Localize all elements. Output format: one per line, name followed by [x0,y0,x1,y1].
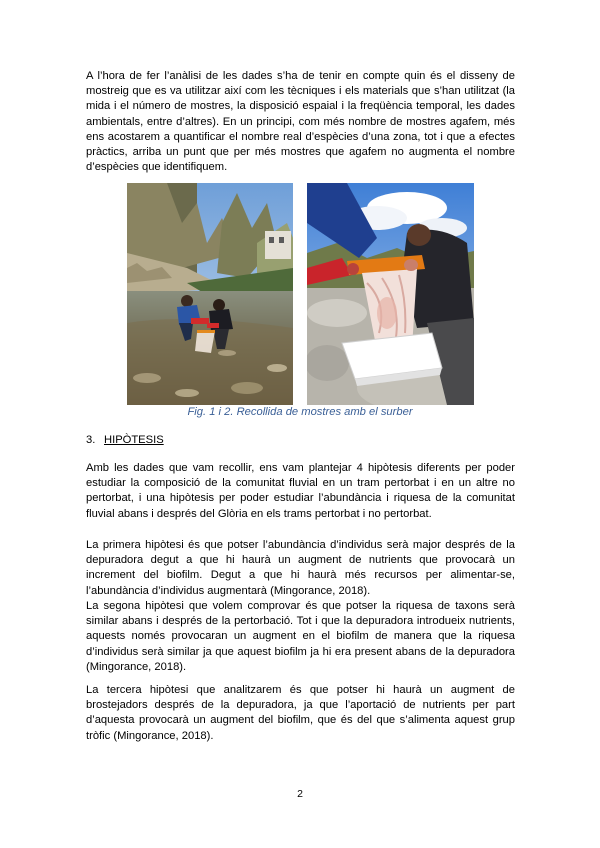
figure-photos [127,183,474,405]
photo-river-sampling [127,183,293,405]
photo-net-close-up [307,183,474,405]
hypotheses-intro-paragraph: Amb les dades que vam recollir, ens vam plantejar 4 hipòtesis diferents per poder estudiar la composició de la comunitat fluvial en un tram pertorbat i en un altre no pertorbat, i una hipòtesis per poder estudiar l’abundància i riquesa de la comunitat fluvial abans i després del Glòria en els trams pertorbat i no pertorbat. [86,462,515,520]
figure-caption: Fig. 1 i 2. Recollida de mostres amb el surber [187,406,413,418]
second-hypothesis-paragraph: La segona hipòtesi que volem comprovar és que potser la riquesa de taxons serà similar abans i després de la pertorbació. Tot i que la depuradora introdueix nutrients, aquests només provocaran un augment en el biofilm de manera que la riquesa d’individus serà similar ja que aquest biofilm ja hi era present abans de la depuradora (Mingorance, 2018). [86,600,515,673]
section-title: HIPÒTESIS [104,434,164,446]
section-heading [86,433,164,448]
section-number: 3. [86,434,96,446]
first-hypothesis-paragraph: La primera hipòtesi és que potser l’abundància d’individus serà major després de la depuradora degut a que hi haurà un augment de nutrients que provocarà un increment del biofilm. Degut a que hi haurà més recursos per alimentar-se, l’abundància d’individus augmentarà (Mingorance, 2018). [86,539,515,597]
third-hypothesis-paragraph: La tercera hipòtesi que analitzarem és que potser hi haurà un augment de brostejadors després de la depuradora, ja que l’aportació de nutrients per part d’aquesta provocarà un augment del biofilm, que és del que s’alimenta aquest grup tròfic (Mingorance, 2018). [86,684,515,742]
intro-paragraph: A l’hora de fer l’anàlisi de les dades s’ha de tenir en compte quin és el disseny de mostreig que es va utilitzar així com les tècniques i els materials que s’han utilitzat (la mida i el número de mostres, la disposició espaial i la freqüència temporal, les dades ambientals, entre d’altres). En un principi, com més nombre de mostres agafem, més ens acostarem a quantificar el nombre real d’espècies d’una zona, tot i que a efectes pràctics, arriba un punt que per més mostres que agafem no augmenta el nombre d’espècies que identifiquem. [86,70,515,174]
page-number: 2 [297,788,303,800]
